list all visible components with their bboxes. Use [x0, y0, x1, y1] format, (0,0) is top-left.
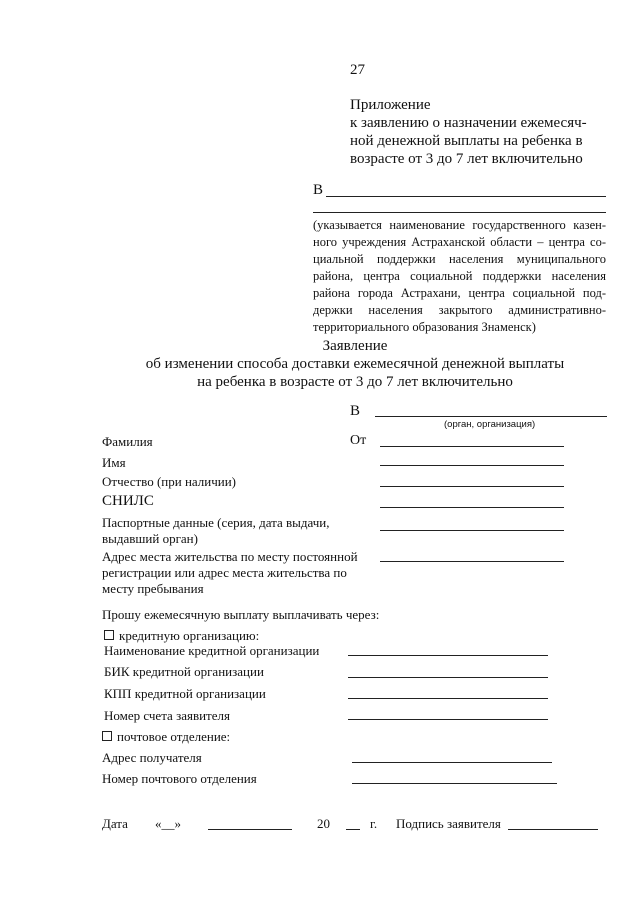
year-prefix: 20 — [317, 816, 330, 831]
to-caption: (орган, организация) — [444, 419, 536, 430]
from-prefix: От — [350, 433, 367, 448]
recipient-prefix: В — [313, 182, 324, 198]
appendix-line-1: к заявлению о назначении ежемесяч- — [350, 115, 587, 131]
name-label: Имя — [102, 455, 126, 470]
appendix-line-2: ной денежной выплаты на ребенка в — [350, 133, 583, 149]
passport-label-2: выдавший орган) — [102, 531, 198, 546]
note-line: района, центра социальной поддержки населения — [313, 269, 606, 283]
statement-subtitle-1: об изменении способа доставки ежемесячной денежной выплаты — [145, 356, 565, 372]
patronymic-label: Отчество (при наличии) — [102, 474, 237, 489]
passport-label-1: Паспортные данные (серия, дата выдачи, — [102, 515, 330, 530]
bik-field[interactable] — [348, 677, 548, 678]
date-label: Дата — [102, 816, 128, 831]
bik-label: БИК кредитной организации — [104, 664, 264, 679]
to-line[interactable] — [375, 416, 607, 417]
address-label-2: регистрации или адрес места жительства по — [102, 565, 347, 580]
credit-option-label: кредитную организацию: — [119, 628, 260, 643]
appendix-line-3: возрасте от 3 до 7 лет включительно — [350, 151, 583, 167]
note-line: территориального образования Знаменск) — [313, 320, 536, 334]
request-text: Прошу ежемесячную выплату выплачивать через: — [102, 607, 380, 622]
signature-label: Подпись заявителя — [396, 816, 501, 831]
checkbox-icon[interactable] — [102, 731, 112, 741]
address-label-3: месту пребывания — [102, 581, 204, 596]
note-line: района города Астрахани, центра социальной под- — [313, 286, 606, 300]
address-field[interactable] — [380, 561, 564, 562]
signature-field[interactable] — [508, 829, 598, 830]
post-number-field[interactable] — [352, 783, 557, 784]
note-line: циальной поддержки населения муниципального — [313, 252, 606, 266]
bank-name-label: Наименование кредитной организации — [104, 643, 320, 658]
post-option[interactable] — [102, 729, 230, 745]
surname-field[interactable] — [380, 446, 564, 447]
snils-label: СНИЛС — [102, 493, 154, 509]
statement-subtitle-2: на ребенка в возрасте от 3 до 7 лет включительно — [197, 374, 513, 390]
date-day[interactable]: «__» — [155, 816, 181, 831]
surname-label: Фамилия — [102, 434, 153, 449]
patronymic-field[interactable] — [380, 486, 564, 487]
bank-name-field[interactable] — [348, 655, 548, 656]
recipient-address-field[interactable] — [352, 762, 552, 763]
page-number: 27 — [350, 62, 365, 78]
recipient-address-label: Адрес получателя — [102, 750, 202, 765]
checkbox-icon[interactable] — [104, 630, 114, 640]
recipient-line[interactable] — [326, 196, 606, 197]
post-option-label: почтовое отделение: — [117, 729, 231, 744]
note-line: ного учреждения Астраханской области – центра со- — [313, 235, 606, 249]
year-suffix: г. — [370, 816, 378, 831]
address-label-1: Адрес места жительства по месту постоянной — [102, 549, 358, 564]
note-line: (указывается наименование государственного казен- — [313, 218, 606, 232]
recipient-note — [313, 217, 606, 336]
account-field[interactable] — [348, 719, 548, 720]
year-field[interactable] — [346, 829, 360, 830]
kpp-field[interactable] — [348, 698, 548, 699]
statement-title: Заявление — [322, 338, 388, 354]
snils-field[interactable] — [380, 507, 564, 508]
appendix-title: Приложение — [350, 97, 431, 113]
note-line: держки населения закрытого административно- — [313, 303, 606, 317]
recipient-line-2[interactable] — [313, 212, 606, 213]
kpp-label: КПП кредитной организации — [104, 686, 266, 701]
name-field[interactable] — [380, 465, 564, 466]
passport-field[interactable] — [380, 530, 564, 531]
date-month-field[interactable] — [208, 829, 292, 830]
credit-option[interactable] — [104, 628, 259, 644]
to-prefix: В — [350, 403, 361, 419]
account-label: Номер счета заявителя — [104, 708, 230, 723]
post-number-label: Номер почтового отделения — [102, 771, 257, 786]
